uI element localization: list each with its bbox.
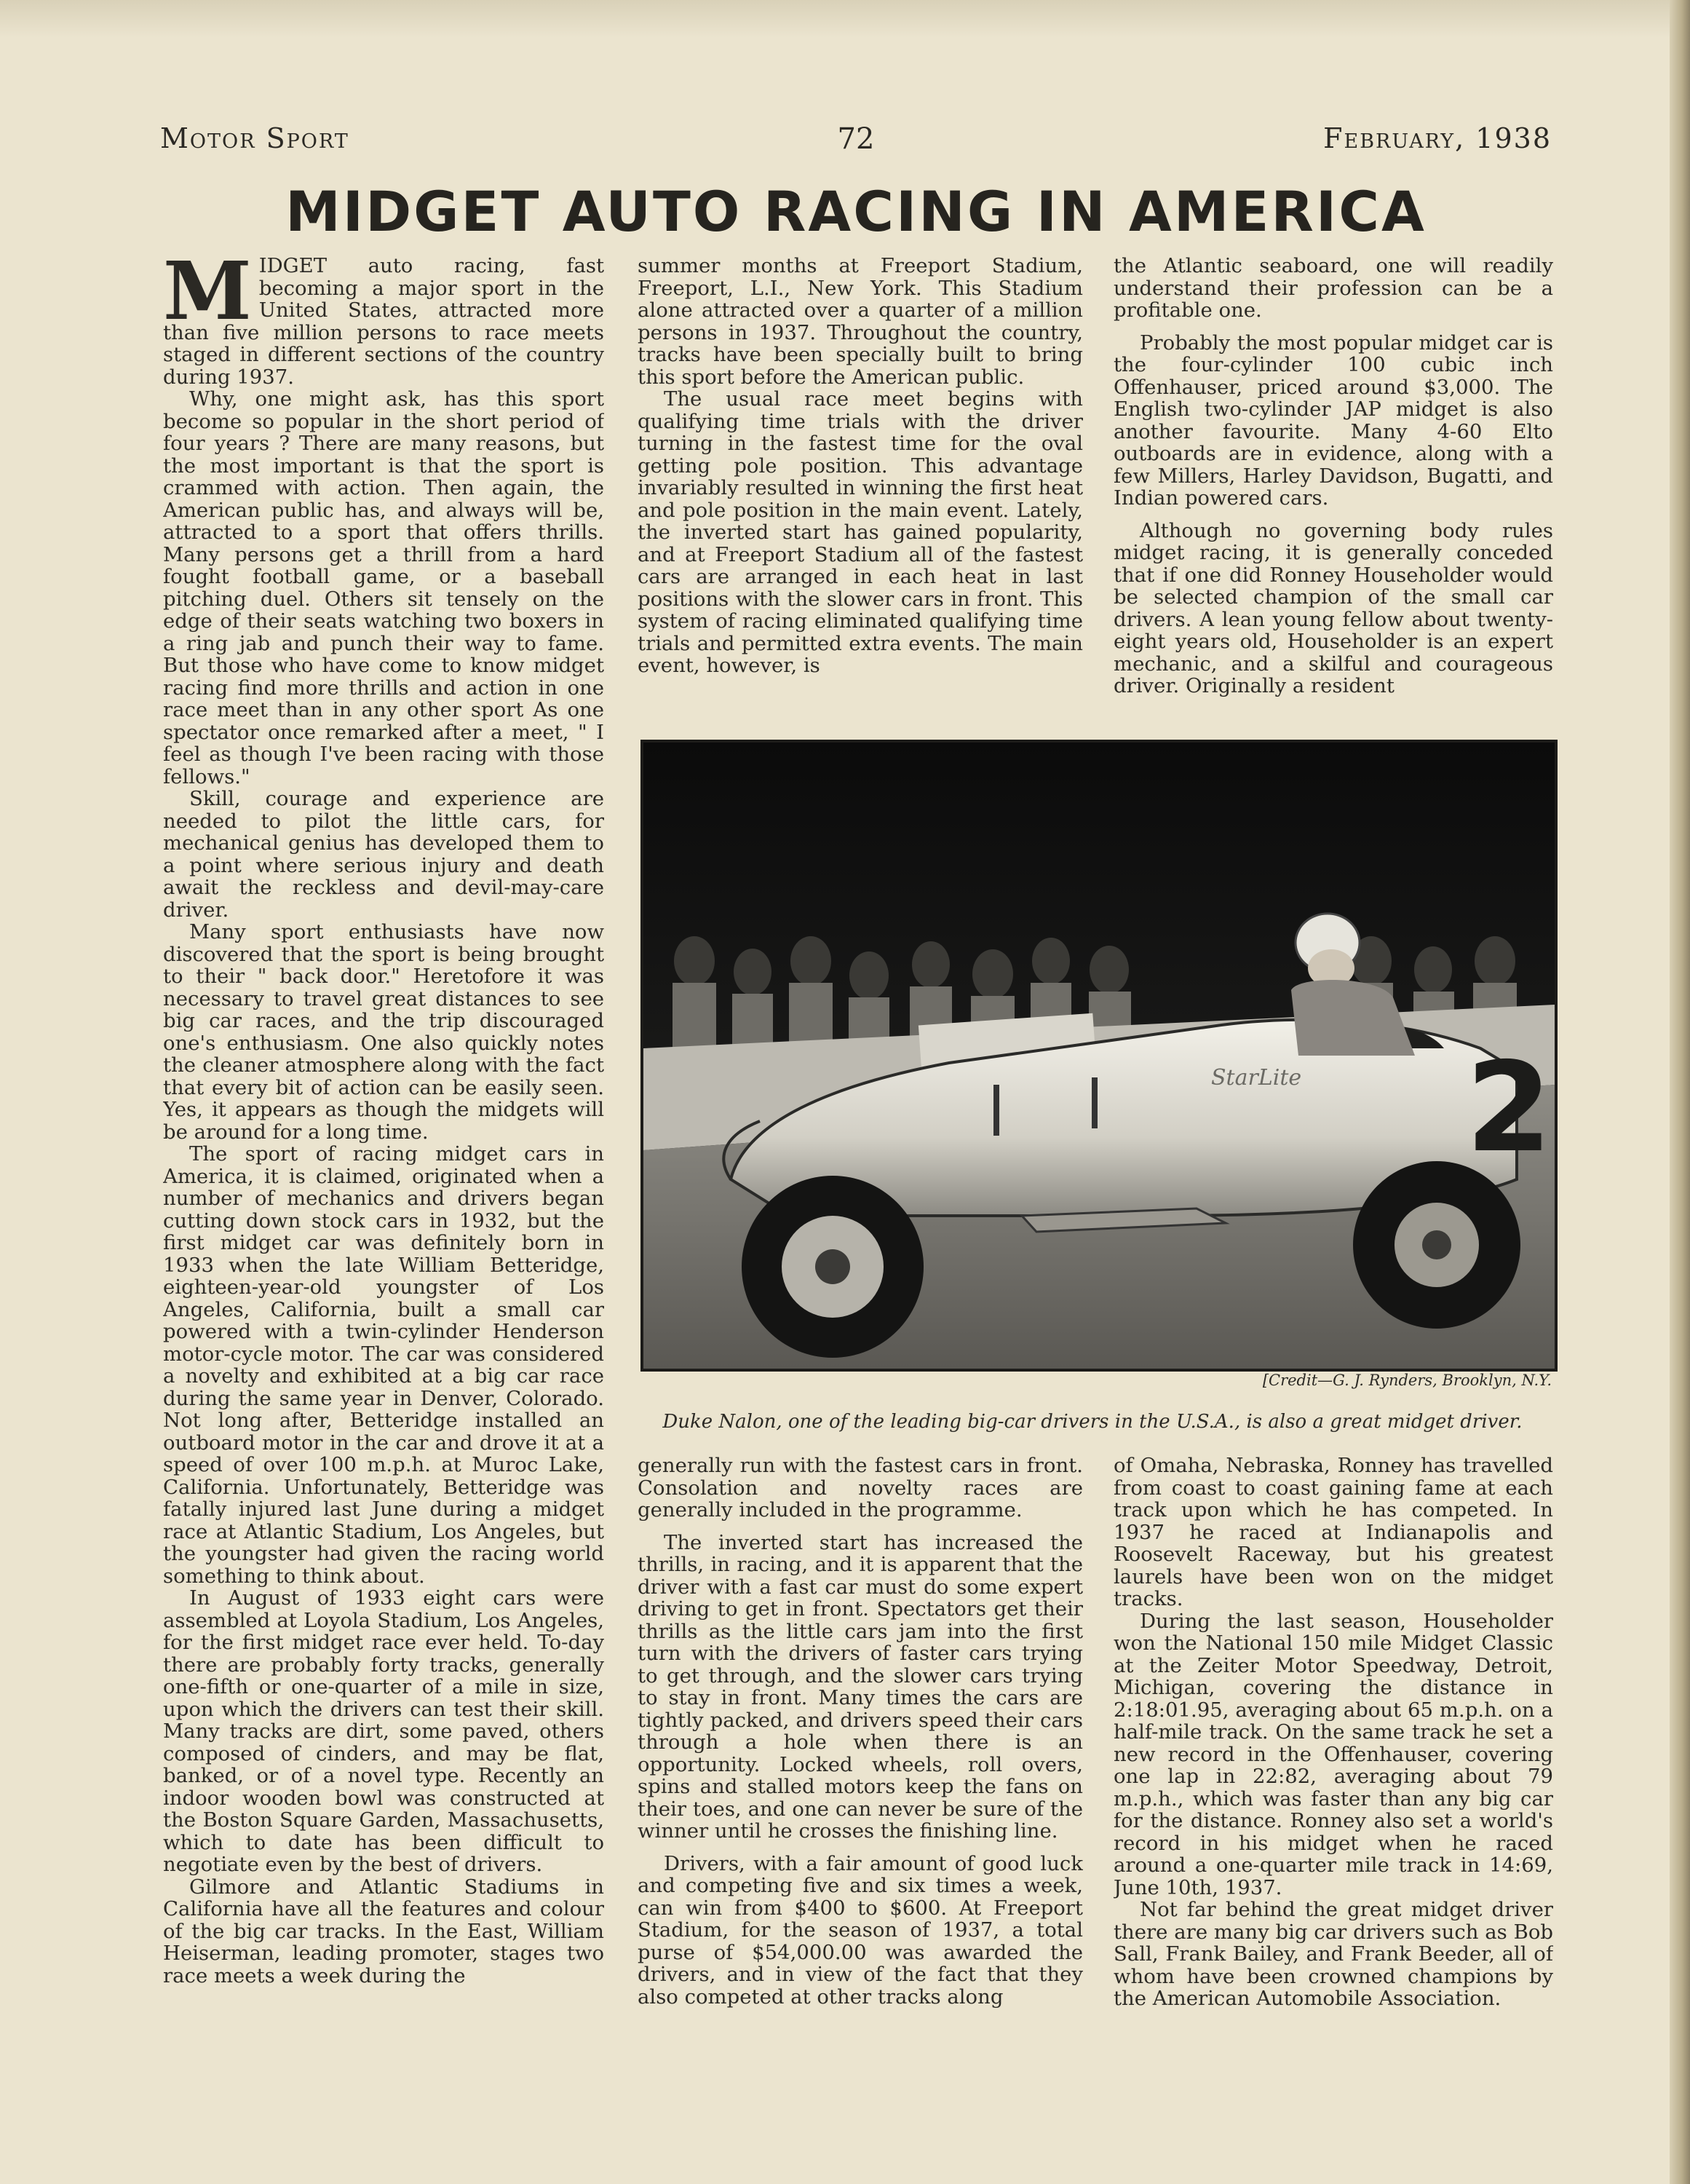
page-edge-shadow: [1670, 0, 1690, 2184]
paragraph: The sport of racing midget cars in America, it is claimed, originated when a number of mechanics and drivers began cutting down stock cars in 1932, but the first midget car was definitely born in 1933 when the late William Betteridge, eighteen-year-old youngster of Los Angeles, California, built a small car powered with a twin-cylinder Henderson motor-cycle motor. The car was considered a novelty and exhibited at a big car race during the same year in Denver, Colorado. Not long after, Betteridge installed an outboard motor in the car and drove it at a speed of over 100 m.p.h. at Muroc Lake, California. Unfortunately, Betteridge was fatally injured last June during a midget race at Atlantic Stadium, Los Angeles, but the youngster had given the racing world something to think about.: [163, 1142, 604, 1588]
column-2-top: [638, 255, 1083, 710]
paragraph: In August of 1933 eight cars were assembled at Loyola Stadium, Los Angeles, for the first midget race ever held. To-day there are probably forty tracks, generally one-fifth or one-quarter of a mile in size, upon which the drivers can test their skill. Many tracks are dirt, some paved, others composed of cinders, and may be flat, banked, or of a novel type. Recently an indoor wooden bowl was constructed at the Boston Square Garden, Massachusetts, which to date has been difficult to negotiate even by the best of drivers.: [163, 1586, 604, 1876]
paragraph: generally run with the fastest cars in front. Consolation and novelty races are generally included in the programme.: [638, 1455, 1083, 1522]
paragraph: During the last season, Householder won the National 150 mile Midget Classic at the Zeiter Motor Speedway, Detroit, Michigan, covering the distance in 2:18:01.95, averaging about 65 m.p.h. on a half-mile track. On the same track he set a new record in the Offenhauser, covering one lap in 22:82, averaging about 79 m.p.h., which was faster than any big car for the distance. Ronney also set a world's record in his midget when he raced around a one-quarter mile track in 14:69, June 10th, 1937.: [1114, 1609, 1553, 1899]
drop-cap: M: [163, 255, 252, 338]
paragraph: Probably the most popular midget car is the four-cylinder 100 cubic inch Offenhauser, priced around $3,000. The English two-cylinder JAP midget is also another favourite. Many 4-60 Elto outboards are in evidence, along with a few Millers, Harley Davidson, Bugatti, and Indian powered cars.: [1114, 331, 1553, 510]
paragraph: Drivers, with a fair amount of good luck and competing five and six times a week, can win from $400 to $600. At Freeport Stadium, for the season of 1937, a total purse of $54,000.00 was awarded the drivers, and in view of the fact that they also competed at other tracks along: [638, 1851, 1083, 2009]
page-number: 72: [837, 122, 875, 156]
photo-credit: [Credit—G. J. Rynders, Brooklyn, N.Y.: [1262, 1372, 1552, 1389]
running-header: [160, 122, 1552, 159]
page-top-shadow: [0, 0, 1690, 38]
paragraph: of Omaha, Nebraska, Ronney has travelled from coast to coast gaining fame at each track upon which he has competed. In 1937 he raced at Indianapolis and Roosevelt Raceway, but his greatest laurels have been won on the midget tracks.: [1114, 1455, 1553, 1610]
race-car-illustration: [643, 743, 1555, 1369]
paragraph: Although no governing body rules midget racing, it is generally conceded that if one did Ronney Householder would be selected champion of the small car drivers. A lean young fellow about twenty-eight years old, Householder is an expert mechanic, and a skilful and courageous driver. Originally a resident: [1114, 518, 1553, 697]
photo-caption: Duke Nalon, one of the leading big-car drivers in the U.S.A., is also a great midget driver.: [662, 1411, 1523, 1433]
paragraph: Why, one might ask, has this sport become so popular in the short period of four years ? There are many reasons, but the most important is that the sport is crammed with action. Then again, the American public has, and always will be, attracted to a sport that offers thrills. Many persons get a thrill from a hard fought football game, or a baseball pitching duel. Others sit tensely on the edge of their seats watching two boxers in a ring jab and punch their way to fame. But those who have come to know midget racing find more thrills and action in one race meet than in any other sport As one spectator once remarked after a meet, " I feel as though I've been racing with those fellows.": [163, 387, 604, 788]
car-badge: StarLite: [1211, 1065, 1302, 1091]
paragraph: Many sport enthusiasts have now discovered that the sport is being brought to their " back door." Heretofore it was necessary to travel great distances to see big car races, and the trip discouraged one's enthusiasm. One also quickly notes the cleaner atmosphere along with the fact that every bit of action can be easily seen. Yes, it appears as though the midgets will be around for a long time.: [163, 920, 604, 1144]
issue-date: February, 1938: [1323, 122, 1552, 154]
car-number: 2: [1466, 1036, 1552, 1180]
paragraph: Gilmore and Atlantic Stadiums in California have all the features and colour of the big car tracks. In the East, William Heiserman, leading promoter, stages two race meets a week during the: [163, 1875, 604, 1987]
paragraph: MIDGET auto racing, fast becoming a major sport in the United States, attracted more than five million persons to race meets staged in different sections of the country during 1937.: [163, 255, 604, 389]
column-2-bottom: [638, 1455, 1083, 2022]
paragraph: summer months at Freeport Stadium, Freeport, L.I., New York. This Stadium alone attracted over a quarter of a million persons in 1937. Throughout the country, tracks have been specially built to bring this sport before the American public.: [638, 255, 1083, 389]
column-1: [163, 255, 604, 2024]
paragraph: The usual race meet begins with qualifying time trials with the driver turning in the fastest time for the oval getting pole position. This advantage invariably resulted in winning the first heat and pole position in the main event. Lately, the inverted start has gained popularity, and at Freeport Stadium all of the fastest cars are arranged in each heat in last positions with the slower cars in front. This system of racing eliminated qualifying time trials and permitted extra events. The main event, however, is: [638, 387, 1083, 677]
rear-wheel: [742, 1176, 924, 1358]
article-title: MIDGET AUTO RACING IN AMERICA: [285, 179, 1427, 244]
magazine-name: Motor Sport: [160, 122, 349, 154]
front-wheel: [1353, 1161, 1520, 1329]
race-car-photo: [640, 740, 1558, 1372]
column-3-top: [1114, 255, 1553, 710]
paragraph: Skill, courage and experience are needed to pilot the little cars, for mechanical genius has developed them to a point where serious injury and death await the reckless and devil-may-care driver.: [163, 787, 604, 922]
paragraph: The inverted start has increased the thrills, in racing, and it is apparent that the driver with a fast car must do some expert driving to get in front. Spectators get their thrills as the little cars jam into the first turn with the drivers of faster cars trying to get through, and the slower cars trying to stay in front. Many times the cars are tightly packed, and drivers speed their cars through a hole when there is an opportunity. Locked wheels, roll overs, spins and stalled motors keep the fans on their toes, and one can never be sure of the winner until he crosses the finishing line.: [638, 1530, 1083, 1843]
column-3-bottom: [1114, 1455, 1553, 2022]
paragraph: Not far behind the great midget driver there are many big car drivers such as Bob Sall, Frank Bailey, and Frank Beeder, all of whom have been crowned champions by the American Automobile Association.: [1114, 1898, 1553, 2010]
paragraph: the Atlantic seaboard, one will readily understand their profession can be a profitable one.: [1114, 255, 1553, 322]
